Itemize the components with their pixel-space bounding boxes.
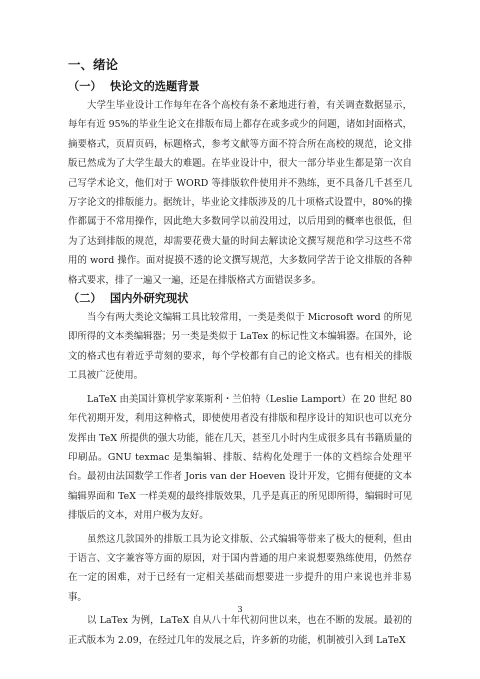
paragraph-background: 大学生毕业设计工作每年在各个高校有条不紊地进行着，有关调查数据显示，每年有近 95%的毕业生论文在排版布局上都存在或多或少的问题，诸如封面格式，摘要格式，页眉页码，标题格式，参考文献等方面不符合所在高校的规范，论文排版已然成为了大学生最大的难题。在毕业设计中，很大一部分毕业生都是第一次自己写学术论文，他们对于 WORD 等排版软件使用并不熟练，更不具备几千甚至几万字论文的排版能力。据统计，毕业论文排版涉及的几十项格式设置中，80%的操作都属于不常用操作，因此绝大多数同学以前没用过，以后用到的概率也很低，但为了达到排版的规范，却需要花费大量的时间去解读论文撰写规范和学习这些不常用的 word 操作。面对捉摸不透的论文撰写规范，大多数同学苦于论文排版的各种格式要求，排了一遍又一遍，还是在排版格式方面错误多多。 — [68, 100, 412, 286]
paragraph-editor-types: 当今有两大类论文编辑工具比较常用，一类是类似于 Microsoft word 的所见即所得的文本类编辑器；另一类是类似于 LaTex 的标记性文本编辑器。在国外，论文的格式也有着近乎苛刻的要求，每个学校都有自己的论文格式。也有相关的排版工具被广泛使用。 — [68, 312, 412, 382]
section-heading: 一、绪论 — [68, 57, 119, 72]
paragraph-latex-history: LaTeX 由美国计算机学家莱斯利・兰伯特（Leslie Lamport）在 20 世纪 80 年代初期开发，利用这种格式，即使使用者没有排版和程序设计的知识也可以充分发挥由 TeX 所提供的强大功能，能在几天，甚至几小时内生成很多具有书籍质量的印刷品。GNU texmac 是集编辑、排版、结构化处理于一体的文档综合处理平台。最初由法国数学工作者 Joris van der Hoeven 设计开发，它拥有便捷的文本编辑界面和 TeX 一样美观的最终排版效果，几乎是真正的所见即所得，编辑时可见排版后的文本，对用户极为友好。 — [68, 393, 412, 522]
subsection-heading-research-status — [68, 290, 412, 308]
paragraph-latex-versions: 以 LaTex 为例，LaTeX 自从八十年代初问世以来，也在不断的发展。最初的正式版本为 2.09，在经过几年的发展之后，许多新的功能，机制被引入到 LaTeX — [68, 615, 412, 646]
subsection-number: （二） — [68, 292, 102, 306]
subsection-title: 快论文的选题背景 — [110, 80, 200, 93]
subsection-number: （一） — [68, 80, 102, 93]
page-content — [68, 56, 412, 650]
subsection-heading-background — [68, 78, 412, 96]
page-number: 3 — [237, 605, 243, 614]
paragraph-tool-limitations: 虽然这几款国外的排版工具为论文排版、公式编辑等带来了极大的便利，但由于语言、文字兼容等方面的原因，对于国内普通的用户来说想要熟练使用，仍然存在一定的困难，对于已经有一定相关基础而想要进一步提升的用户来说也并非易事。 — [68, 533, 412, 603]
subsection-title: 国内外研究现状 — [110, 292, 189, 306]
